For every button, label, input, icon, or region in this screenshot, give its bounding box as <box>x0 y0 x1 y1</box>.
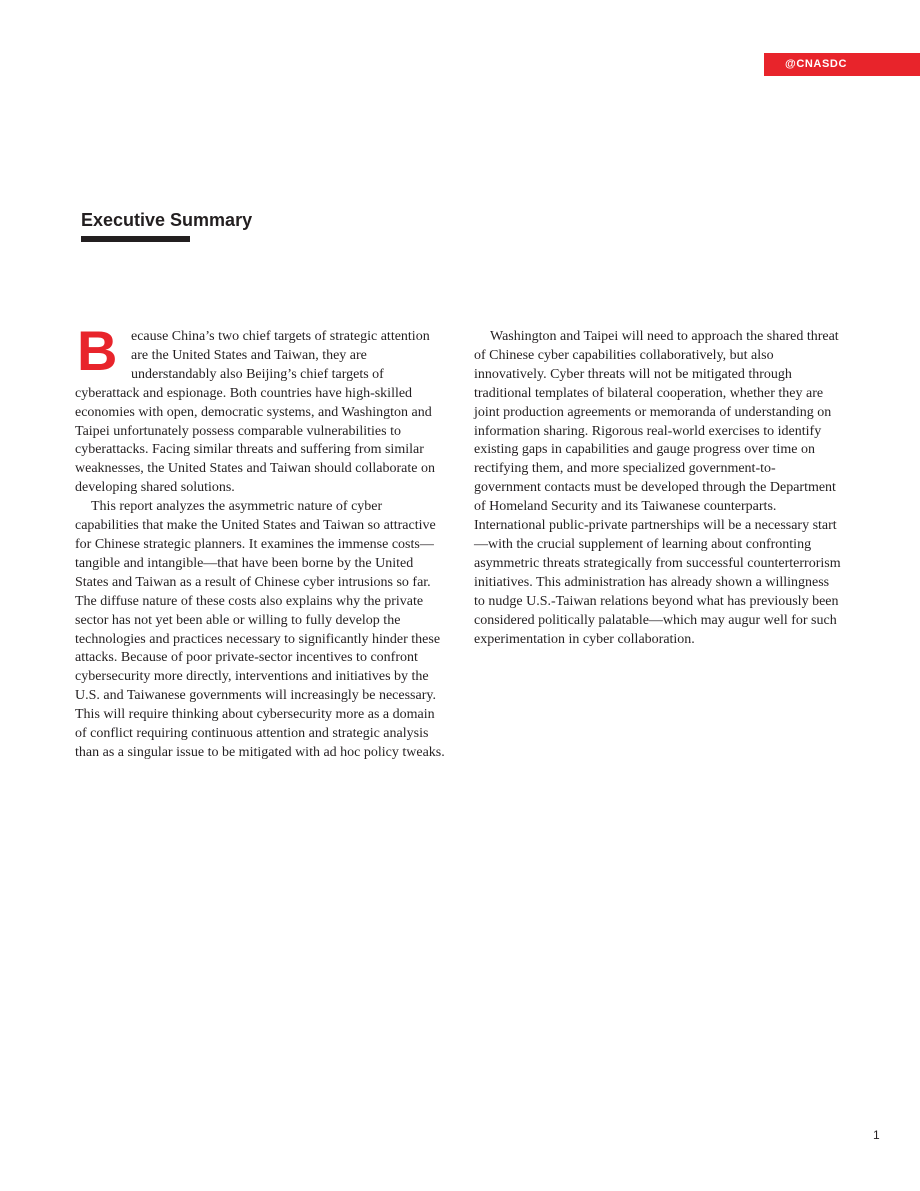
header-tag: @CNASDC <box>764 53 920 76</box>
text-column-left <box>75 319 449 763</box>
paragraph-1 <box>75 319 449 498</box>
paragraph-1-text: ecause China’s two chief targets of strategic attention are the United States and Taiwan, they are understandably also Beijing’s chief targets of cyberattack and espionage. Both countries have high-skilled economies with open, democratic systems, and Washington and Taipei unfortunately possess comparable vulnerabilities to cyberattacks. Facing similar threats and suffering from similar weaknesses, the United States and Taiwan should collaborate on developing shared solutions. <box>75 329 435 496</box>
paragraph-3: Washington and Taipei will need to approach the shared threat of Chinese cyber capabilities collaboratively, but also innovatively. Cyber threats will not be mitigated through traditional templates of bilateral cooperation, whether they are joint production agreements or memoranda of understanding on information sharing. Rigorous real-world exercises to identify existing gaps in capabilities and gauge progress over time on rectifying them, and more specialized government-to-government contacts must be developed through the Department of Homeland Security and its Taiwanese counterparts. International public-private partnerships will be a necessary start—with the crucial supplement of learning about confronting asymmetric threats strategically from successful counterterrorism initiatives. This administration has already shown a willingness to nudge U.S.-Taiwan relations beyond what has previously been considered politically palatable—which may augur well for such experimentation in cyber collaboration. <box>474 329 841 647</box>
paragraph-2: This report analyzes the asymmetric nature of cyber capabilities that make the United States and Taiwan so attractive for Chinese strategic planners. It examines the immense costs—tangible and intangible—that have been borne by the United States and Taiwan as a result of Chinese cyber intrusions so far. The diffuse nature of these costs also explains why the private sector has not yet been able or willing to fully develop the technologies and practices necessary to significantly hinder these attacks. Because of poor private-sector incentives to confront cybersecurity more directly, interventions and initiatives by the U.S. and Taiwanese governments will increasingly be necessary. This will require thinking about cybersecurity more as a domain of conflict requiring continuous attention and strategic analysis than as a singular issue to be mitigated with ad hoc policy tweaks. <box>75 499 445 760</box>
text-column-right <box>474 328 842 649</box>
drop-cap: B <box>77 319 118 382</box>
title-underline <box>81 236 190 242</box>
section-title: Executive Summary <box>81 210 253 230</box>
page-number: 1 <box>873 1128 880 1142</box>
